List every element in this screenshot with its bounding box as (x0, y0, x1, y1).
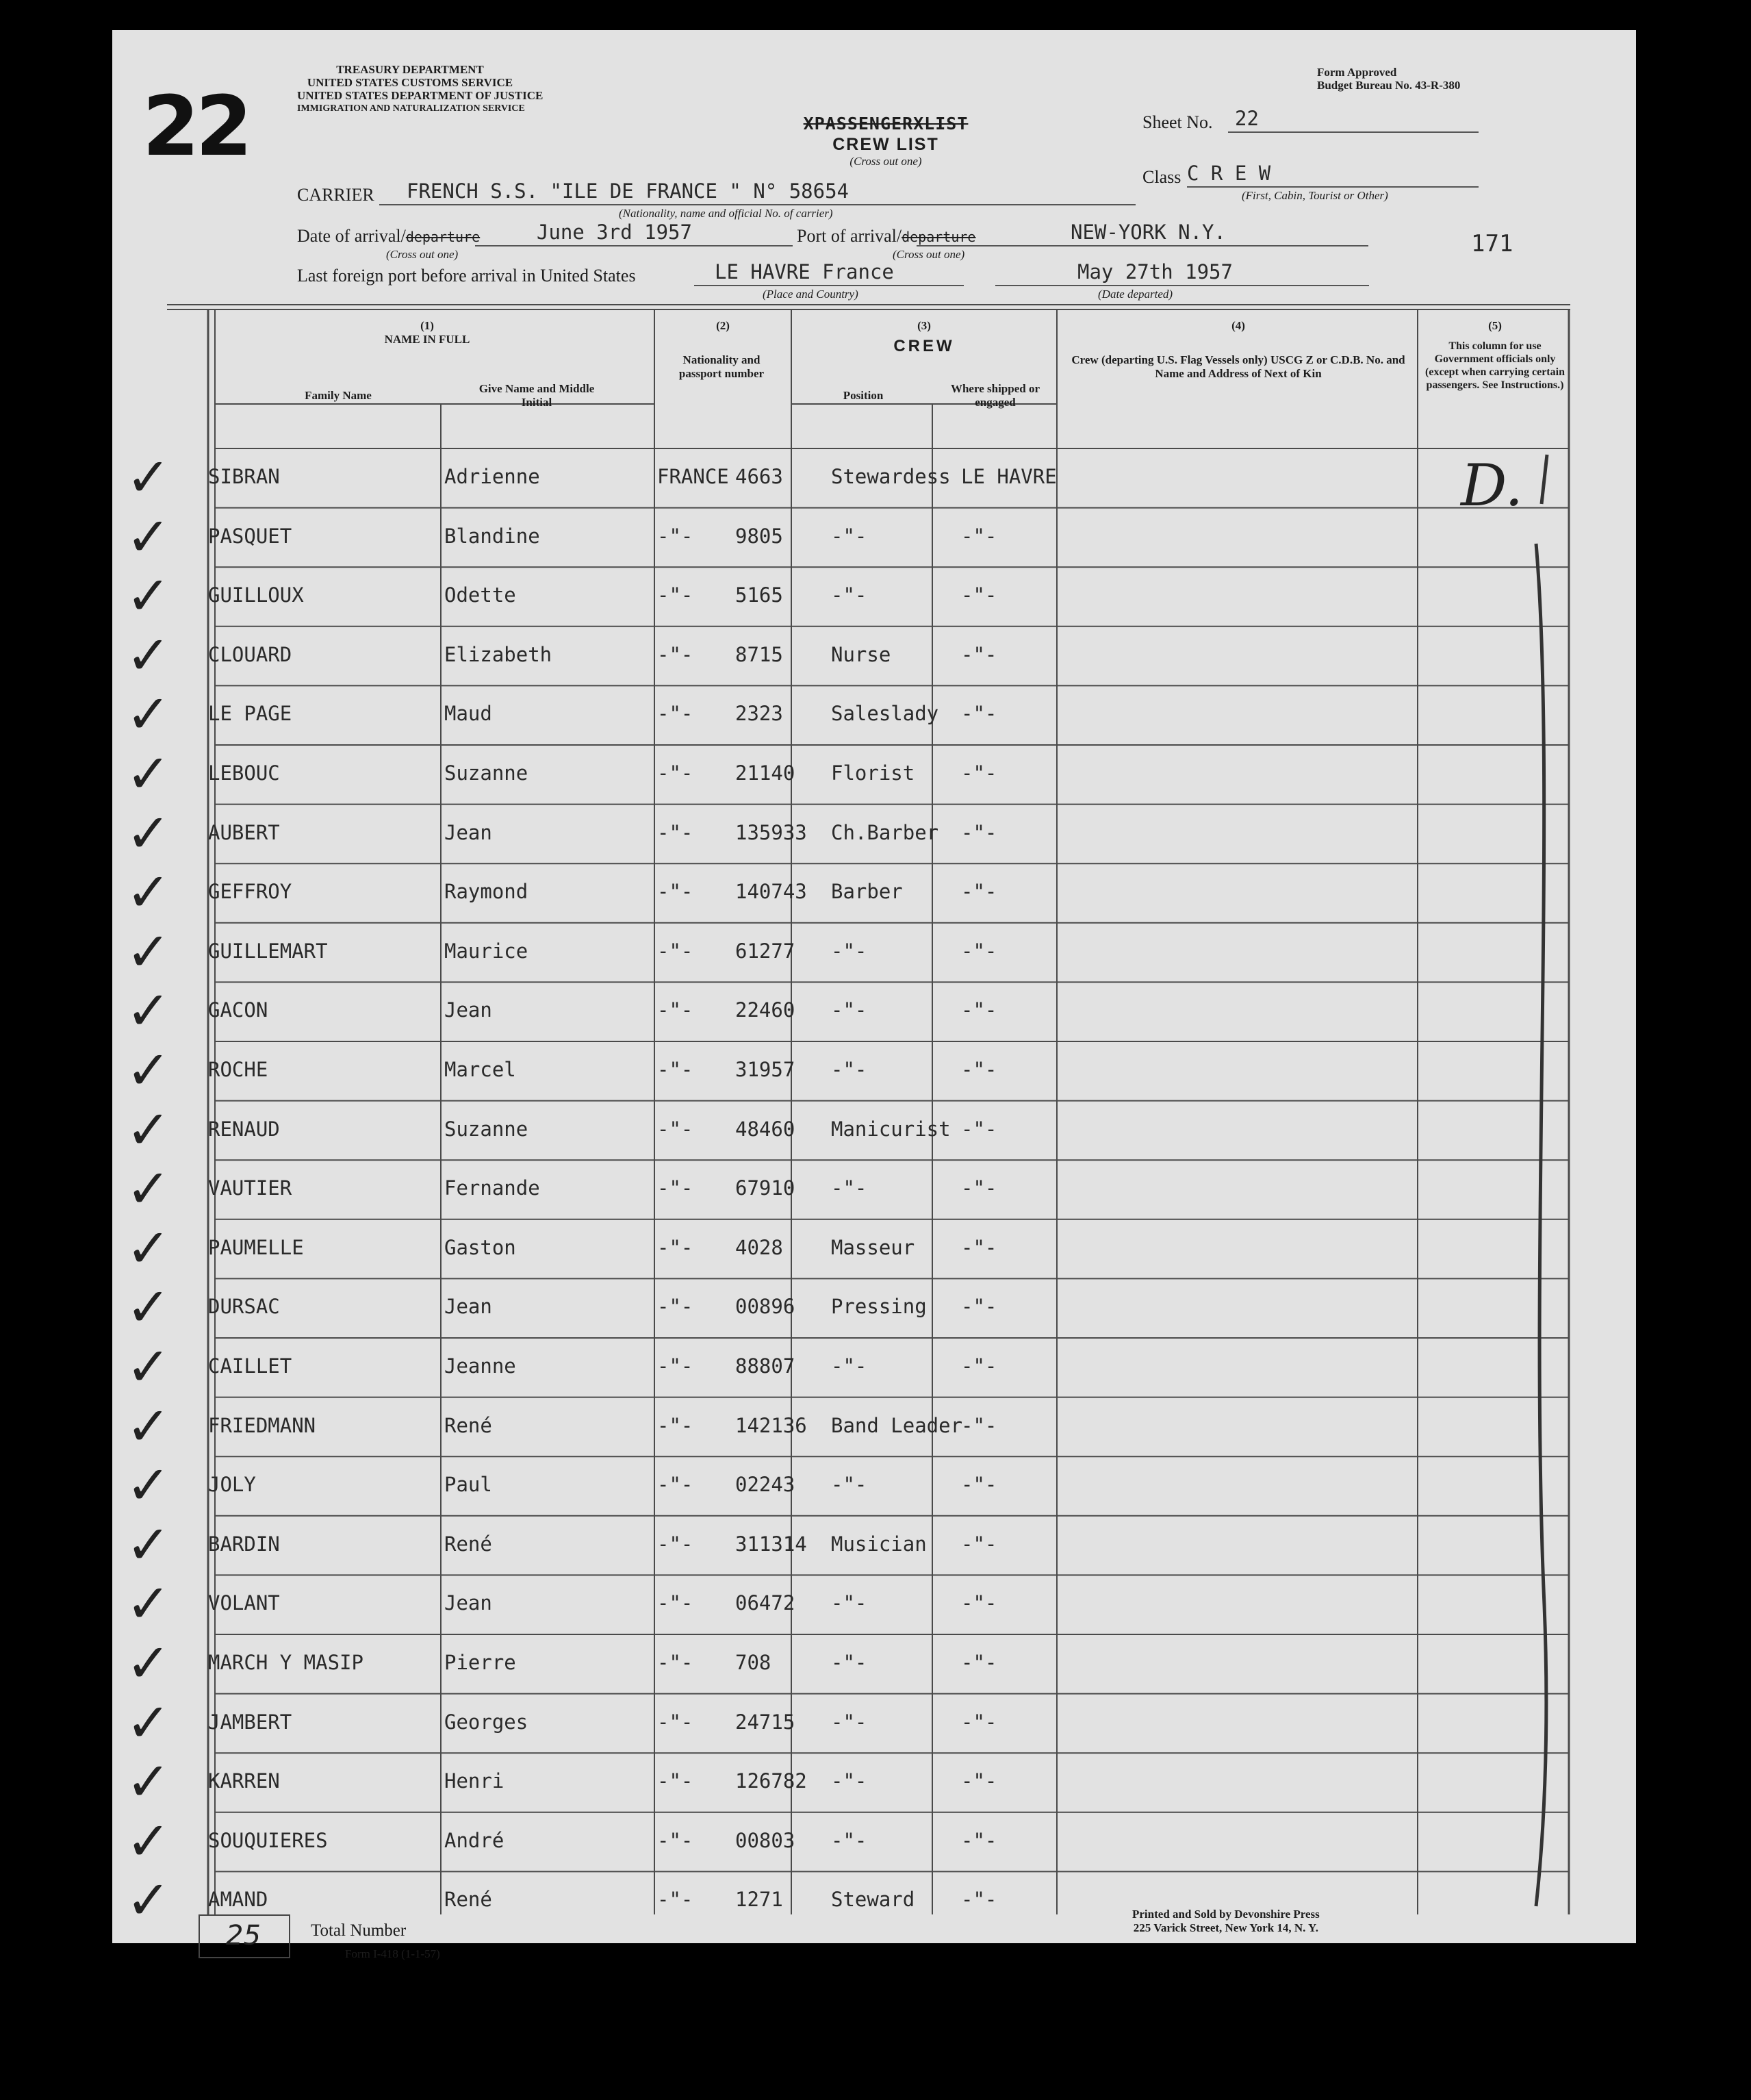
passenger-list-struck: XPASSENGERXLIST (803, 114, 969, 134)
position-cell: -"- (831, 1473, 867, 1497)
passport-cell: 4028 (735, 1235, 783, 1259)
family-name-cell: VAUTIER (208, 1176, 292, 1200)
family-name-cell: LE PAGE (208, 702, 292, 726)
position-cell: -"- (831, 524, 867, 548)
shipped-cell: -"- (961, 1710, 997, 1734)
table-row (126, 744, 1570, 805)
col5-handwritten-mark: D. (1461, 452, 1524, 519)
given-name-cell: René (444, 1888, 492, 1912)
passport-cell: 140743 (735, 880, 807, 904)
table-row (126, 1514, 1570, 1576)
passport-cell: 21140 (735, 761, 795, 785)
family-name-cell: JAMBERT (208, 1710, 292, 1734)
nationality-cell: -"- (657, 1235, 693, 1259)
shipped-cell: -"- (961, 1888, 997, 1912)
shipped-cell: -"- (961, 1354, 997, 1378)
nationality-cell: -"- (657, 1828, 693, 1852)
table-row (126, 1159, 1570, 1221)
passport-cell: 06472 (735, 1591, 795, 1615)
arrival-date-struck: departure (405, 229, 481, 245)
nationality-cell: -"- (657, 1532, 693, 1556)
check-mark-icon: ✓ (126, 1633, 171, 1695)
table-row (126, 1099, 1570, 1161)
given-name-cell: Jean (444, 820, 492, 844)
table-row (126, 506, 1570, 568)
col1-number: (1) (420, 319, 434, 332)
family-name-cell: RENAUD (208, 1117, 280, 1141)
check-mark-icon: ✓ (126, 1573, 171, 1636)
passport-cell: 22460 (735, 998, 795, 1022)
col1b-header: Give Name and Middle Initial (478, 382, 595, 409)
port-label (797, 226, 975, 246)
family-name-cell: MARCH Y MASIP (208, 1651, 363, 1674)
family-name-cell: DURSAC (208, 1295, 280, 1319)
passport-cell: 88807 (735, 1354, 795, 1378)
position-cell: Ch.Barber (831, 820, 939, 844)
family-name-cell: GUILLEMART (208, 939, 328, 963)
position-cell: Band Leader (831, 1413, 963, 1437)
arrival-date-value: June 3rd 1957 (537, 220, 692, 244)
port-label-text: Port of arrival/ (797, 226, 902, 246)
given-name-cell: Suzanne (444, 761, 528, 785)
shipped-cell: -"- (961, 820, 997, 844)
passport-cell: 24715 (735, 1710, 795, 1734)
shipped-cell: -"- (961, 1295, 997, 1319)
position-cell: -"- (831, 1651, 867, 1674)
shipped-cell: -"- (961, 1532, 997, 1556)
crew-list-title: CREW LIST (832, 135, 939, 154)
margin-number: 171 (1471, 230, 1513, 257)
position-cell: Saleslady (831, 702, 939, 726)
class-note: (First, Cabin, Tourist or Other) (1242, 189, 1388, 202)
table-row (126, 1395, 1570, 1458)
shipped-cell: -"- (961, 761, 997, 785)
nationality-cell: -"- (657, 761, 693, 785)
check-mark-icon: ✓ (126, 1217, 171, 1280)
passport-cell: 61277 (735, 939, 795, 963)
nationality-cell: -"- (657, 1710, 693, 1734)
family-name-cell: SOUQUIERES (208, 1828, 328, 1852)
table-row (126, 1217, 1570, 1280)
check-mark-icon: ✓ (126, 447, 171, 509)
position-cell: -"- (831, 939, 867, 963)
given-name-cell: Maurice (444, 939, 528, 963)
table-row (126, 624, 1570, 687)
position-cell: Masseur (831, 1235, 915, 1259)
table-row (126, 566, 1570, 628)
family-name-cell: ROCHE (208, 1058, 268, 1081)
check-mark-icon: ✓ (126, 1514, 171, 1576)
nationality-cell: -"- (657, 1651, 693, 1674)
sheet-value: 22 (1235, 107, 1259, 130)
shipped-cell: -"- (961, 583, 997, 607)
position-cell: -"- (831, 1591, 867, 1615)
given-name-cell: André (444, 1828, 504, 1852)
given-name-cell: Fernande (444, 1176, 540, 1200)
given-name-cell: Jeanne (444, 1354, 516, 1378)
nationality-cell: -"- (657, 1176, 693, 1200)
shipped-cell: -"- (961, 1591, 997, 1615)
shipped-cell: -"- (961, 1235, 997, 1259)
nationality-cell: -"- (657, 1413, 693, 1437)
shipped-cell: -"- (961, 1413, 997, 1437)
given-name-cell: Henri (444, 1769, 504, 1793)
table-row (126, 1633, 1570, 1695)
position-cell: -"- (831, 1828, 867, 1852)
shipped-cell: LE HAVRE (961, 465, 1057, 488)
col2-header: Nationality and passport number (678, 353, 765, 380)
total-value: 25 (226, 1920, 261, 1951)
position-cell: Florist (831, 761, 915, 785)
nationality-cell: -"- (657, 583, 693, 607)
family-name-cell: CAILLET (208, 1354, 292, 1378)
passport-cell: 4663 (735, 465, 783, 488)
total-label: Total Number (311, 1921, 407, 1940)
given-name-cell: Pierre (444, 1651, 516, 1674)
col5-number: (5) (1488, 319, 1502, 332)
check-mark-icon: ✓ (126, 624, 171, 687)
position-cell: -"- (831, 1769, 867, 1793)
passport-cell: 708 (735, 1651, 771, 1674)
table-row (126, 447, 1570, 509)
position-cell: Stewardess (831, 465, 951, 488)
passport-cell: 02243 (735, 1473, 795, 1497)
agency-line-1: TREASURY DEPARTMENT (336, 63, 484, 76)
given-name-cell: Blandine (444, 524, 540, 548)
table-row (126, 1810, 1570, 1873)
position-cell: -"- (831, 1710, 867, 1734)
class-label: Class (1142, 167, 1181, 187)
depart-date-note: (Date departed) (1098, 288, 1173, 301)
check-mark-icon: ✓ (126, 1395, 171, 1458)
nationality-cell: -"- (657, 642, 693, 666)
table-row (126, 1040, 1570, 1102)
arrival-date-label (297, 226, 480, 246)
passport-cell: 2323 (735, 702, 783, 726)
nationality-cell: -"- (657, 1058, 693, 1081)
nationality-cell: -"- (657, 880, 693, 904)
check-mark-icon: ✓ (126, 744, 171, 805)
given-name-cell: René (444, 1413, 492, 1437)
check-mark-icon: ✓ (126, 1337, 171, 1398)
table-row (126, 1573, 1570, 1636)
nationality-cell: -"- (657, 524, 693, 548)
passport-cell: 48460 (735, 1117, 795, 1141)
depart-date-value: May 27th 1957 (1077, 260, 1233, 283)
given-name-cell: Paul (444, 1473, 492, 1497)
carrier-value: FRENCH S.S. "ILE DE FRANCE " N° 58654 (407, 179, 849, 203)
table-row (126, 684, 1570, 746)
check-mark-icon: ✓ (126, 1277, 171, 1339)
passport-cell: 1271 (735, 1888, 783, 1912)
position-cell: Pressing (831, 1295, 927, 1319)
table-row (126, 1751, 1570, 1814)
last-port-note: (Place and Country) (763, 288, 858, 301)
nationality-cell: -"- (657, 1769, 693, 1793)
position-cell: Manicurist (831, 1117, 951, 1141)
given-name-cell: Raymond (444, 880, 528, 904)
given-name-cell: Marcel (444, 1058, 516, 1081)
carrier-note: (Nationality, name and official No. of carrier) (619, 207, 833, 220)
shipped-cell: -"- (961, 998, 997, 1022)
list-title (763, 114, 1009, 168)
nationality-cell: -"- (657, 1117, 693, 1141)
port-note: (Cross out one) (893, 248, 965, 261)
given-name-cell: Georges (444, 1710, 528, 1734)
given-name-cell: Jean (444, 1295, 492, 1319)
nationality-cell: -"- (657, 702, 693, 726)
family-name-cell: VOLANT (208, 1591, 280, 1615)
check-mark-icon: ✓ (126, 921, 171, 983)
passport-cell: 142136 (735, 1413, 807, 1437)
check-mark-icon: ✓ (126, 1159, 171, 1221)
printer-info (1132, 1908, 1320, 1935)
shipped-cell: -"- (961, 1058, 997, 1081)
table-row (126, 981, 1570, 1043)
check-mark-icon: ✓ (126, 802, 171, 865)
check-mark-icon: ✓ (126, 1870, 171, 1932)
family-name-cell: FRIEDMANN (208, 1413, 316, 1437)
arrival-date-label-text: Date of arrival/ (297, 226, 406, 246)
check-mark-icon: ✓ (126, 506, 171, 568)
col3-number: (3) (917, 319, 931, 332)
position-cell: -"- (831, 1058, 867, 1081)
given-name-cell: Elizabeth (444, 642, 552, 666)
position-cell: Nurse (831, 642, 891, 666)
table-row (126, 1337, 1570, 1398)
passport-cell: 5165 (735, 583, 783, 607)
total-box (199, 1914, 290, 1958)
shipped-cell: -"- (961, 1473, 997, 1497)
form-approved-line-1: Form Approved (1317, 66, 1397, 79)
check-mark-icon: ✓ (126, 862, 171, 924)
corner-sheet-number: 22 (142, 79, 248, 175)
form-approved-line-2: Budget Bureau No. 43-R-380 (1317, 79, 1461, 92)
given-name-cell: René (444, 1532, 492, 1556)
given-name-cell: Jean (444, 998, 492, 1022)
agency-line-3: UNITED STATES DEPARTMENT OF JUSTICE (297, 89, 544, 102)
given-name-cell: Gaston (444, 1235, 516, 1259)
passport-cell: 9805 (735, 524, 783, 548)
shipped-cell: -"- (961, 1651, 997, 1674)
check-mark-icon: ✓ (126, 684, 171, 746)
check-mark-icon: ✓ (126, 1810, 171, 1873)
nationality-cell: FRANCE (657, 465, 729, 488)
shipped-cell: -"- (961, 642, 997, 666)
col5-header: This column for use Government officials only (except when carrying certain passengers. See Instructions.) (1425, 340, 1565, 391)
shipped-cell: -"- (961, 1117, 997, 1141)
family-name-cell: BARDIN (208, 1532, 280, 1556)
col1a-header: Family Name (305, 389, 372, 402)
printer-line-1: Printed and Sold by Devonshire Press (1132, 1908, 1320, 1921)
col3a-header: Position (843, 389, 884, 402)
last-port-value: LE HAVRE France (715, 260, 894, 283)
passport-cell: 00803 (735, 1828, 795, 1852)
shipped-cell: -"- (961, 1176, 997, 1200)
family-name-cell: CLOUARD (208, 642, 292, 666)
last-port-label: Last foreign port before arrival in United States (297, 266, 636, 286)
shipped-cell: -"- (961, 702, 997, 726)
check-mark-icon: ✓ (126, 981, 171, 1043)
col3b-header: Where shipped or engaged (950, 382, 1040, 409)
passport-cell: 126782 (735, 1769, 807, 1793)
nationality-cell: -"- (657, 1888, 693, 1912)
position-cell: Musician (831, 1532, 927, 1556)
nationality-cell: -"- (657, 820, 693, 844)
passport-cell: 311314 (735, 1532, 807, 1556)
port-value: NEW-YORK N.Y. (1071, 220, 1226, 244)
table-row (126, 1277, 1570, 1339)
sheet-label: Sheet No. (1142, 112, 1213, 132)
form-approved (1317, 66, 1460, 92)
shipped-cell: -"- (961, 524, 997, 548)
printer-line-2: 225 Varick Street, New York 14, N. Y. (1133, 1921, 1319, 1934)
family-name-cell: PASQUET (208, 524, 292, 548)
passport-cell: 8715 (735, 642, 783, 666)
family-name-cell: PAUMELLE (208, 1235, 304, 1259)
col4-header: Crew (departing U.S. Flag Vessels only) USCG Z or C.D.B. No. and Name and Address of Next of Kin (1071, 353, 1405, 380)
family-name-cell: GACON (208, 998, 268, 1022)
passport-cell: 31957 (735, 1058, 795, 1081)
nationality-cell: -"- (657, 1295, 693, 1319)
table-row (126, 802, 1570, 865)
shipped-cell: -"- (961, 880, 997, 904)
check-mark-icon: ✓ (126, 1040, 171, 1102)
position-cell: Barber (831, 880, 903, 904)
cross-out-note: (Cross out one) (849, 155, 922, 168)
document-page (112, 30, 1636, 1960)
given-name-cell: Jean (444, 1591, 492, 1615)
table-row (126, 862, 1570, 924)
agency-block (297, 63, 544, 115)
port-struck: departure (902, 229, 976, 245)
given-name-cell: Adrienne (444, 465, 540, 488)
passport-cell: 135933 (735, 820, 807, 844)
nationality-cell: -"- (657, 1591, 693, 1615)
check-mark-icon: ✓ (126, 1751, 171, 1814)
nationality-cell: -"- (657, 1354, 693, 1378)
position-cell: -"- (831, 1176, 867, 1200)
family-name-cell: JOLY (208, 1473, 256, 1497)
table-row (126, 921, 1570, 983)
col4-number: (4) (1231, 319, 1245, 332)
family-name-cell: AUBERT (208, 820, 280, 844)
family-name-cell: GUILLOUX (208, 583, 304, 607)
col2-number: (2) (716, 319, 730, 332)
col5-handwritten-stroke (1454, 441, 1563, 1913)
passport-cell: 00896 (735, 1295, 795, 1319)
check-mark-icon: ✓ (126, 1099, 171, 1161)
form-number: Form I-418 (1-1-57) (345, 1947, 440, 1960)
position-cell: Steward (831, 1888, 915, 1912)
family-name-cell: SIBRAN (208, 465, 280, 488)
check-mark-icon: ✓ (126, 1692, 171, 1754)
table-row (126, 1455, 1570, 1517)
carrier-label: CARRIER (297, 185, 374, 205)
arrival-date-note: (Cross out one) (386, 248, 459, 261)
check-mark-icon: ✓ (126, 566, 171, 628)
position-cell: -"- (831, 583, 867, 607)
shipped-cell: -"- (961, 1769, 997, 1793)
col1-title: NAME IN FULL (384, 333, 470, 346)
agency-line-2: UNITED STATES CUSTOMS SERVICE (307, 76, 513, 89)
nationality-cell: -"- (657, 939, 693, 963)
class-value: C R E W (1187, 162, 1271, 185)
family-name-cell: LEBOUC (208, 761, 280, 785)
agency-line-4: IMMIGRATION AND NATURALIZATION SERVICE (297, 103, 525, 114)
nationality-cell: -"- (657, 1473, 693, 1497)
family-name-cell: KARREN (208, 1769, 280, 1793)
family-name-cell: GEFFROY (208, 880, 292, 904)
position-cell: -"- (831, 1354, 867, 1378)
table-row (126, 1692, 1570, 1754)
given-name-cell: Maud (444, 702, 492, 726)
given-name-cell: Odette (444, 583, 516, 607)
col3-header: CREW (893, 337, 955, 355)
shipped-cell: -"- (961, 1828, 997, 1852)
check-mark-icon: ✓ (126, 1455, 171, 1517)
given-name-cell: Suzanne (444, 1117, 528, 1141)
family-name-cell: AMAND (208, 1888, 268, 1912)
position-cell: -"- (831, 998, 867, 1022)
passport-cell: 67910 (735, 1176, 795, 1200)
nationality-cell: -"- (657, 998, 693, 1022)
shipped-cell: -"- (961, 939, 997, 963)
